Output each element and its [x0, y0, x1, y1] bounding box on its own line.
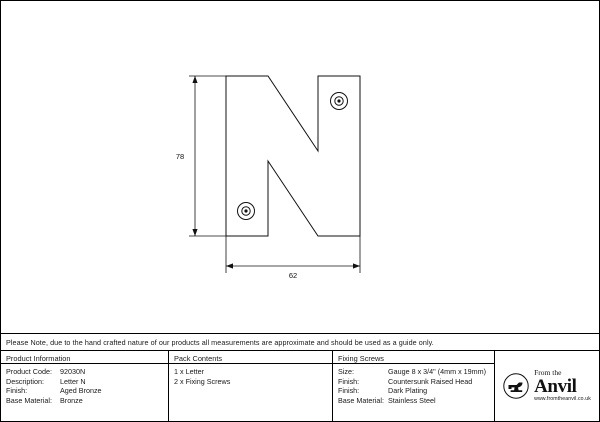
logo-brand-text: Anvil [534, 376, 577, 397]
brand-logo [495, 351, 599, 421]
screw-size-value: Gauge 8 x 3/4" (4mm x 19mm) [388, 367, 487, 376]
table-row [338, 367, 494, 377]
screw-base-material-label: Base Material: [338, 395, 384, 405]
base-material-label: Base Material: [6, 395, 52, 405]
description-value: Letter N [60, 376, 86, 386]
anvil-icon [503, 373, 529, 399]
height-dimension [189, 76, 226, 236]
width-dimension-label: 62 [288, 271, 298, 280]
info-table [1, 351, 599, 421]
table-row [338, 396, 494, 406]
fixing-screws-heading: Fixing Screws [333, 351, 494, 364]
table-row [6, 367, 168, 377]
product-information-column [1, 351, 169, 421]
logo-from-the-text: From the [534, 368, 562, 377]
measurement-note-bar [1, 333, 599, 351]
product-code-label: Product Code: [6, 367, 52, 376]
screw-size-label: Size: [338, 367, 354, 376]
list-item: 1 x Letter [174, 367, 204, 376]
table-row [338, 377, 494, 387]
product-information-heading: Product Information [1, 351, 168, 364]
screw-finish-value: Dark Plating [388, 386, 428, 396]
screw-hole-icon [238, 203, 255, 220]
product-code-value: 92030N [60, 367, 86, 376]
logo-url-text: www.fromtheanvil.co.uk [534, 396, 591, 402]
finish-label: Finish: [6, 386, 28, 396]
height-dimension-label: 78 [175, 152, 185, 161]
table-row [6, 386, 168, 396]
brand-logo-column [495, 351, 599, 421]
screw-head-label: Finish: [338, 376, 360, 386]
pack-contents-column [169, 351, 333, 421]
screw-finish-label: Finish: [338, 386, 360, 396]
list-item: 2 x Fixing Screws [174, 376, 231, 386]
screw-head-value: Countersunk Raised Head [388, 376, 473, 386]
base-material-value: Bronze [60, 395, 83, 405]
pack-contents-body [169, 364, 332, 386]
fixing-screws-body [333, 364, 494, 405]
technical-drawing [1, 1, 599, 333]
description-label: Description: [6, 376, 44, 386]
fixing-screws-column [333, 351, 495, 421]
table-row [6, 377, 168, 387]
screw-hole-icon [331, 93, 348, 110]
finish-value: Aged Bronze [60, 386, 102, 396]
pack-contents-heading: Pack Contents [169, 351, 332, 364]
width-dimension [226, 236, 360, 273]
product-information-body [1, 364, 168, 405]
table-row [338, 386, 494, 396]
measurement-note-text: Please Note, due to the hand crafted nature of our products all measurements are approximate and should be used as a guide only. [6, 337, 434, 347]
table-row [6, 396, 168, 406]
screw-base-material-value: Stainless Steel [388, 395, 436, 405]
